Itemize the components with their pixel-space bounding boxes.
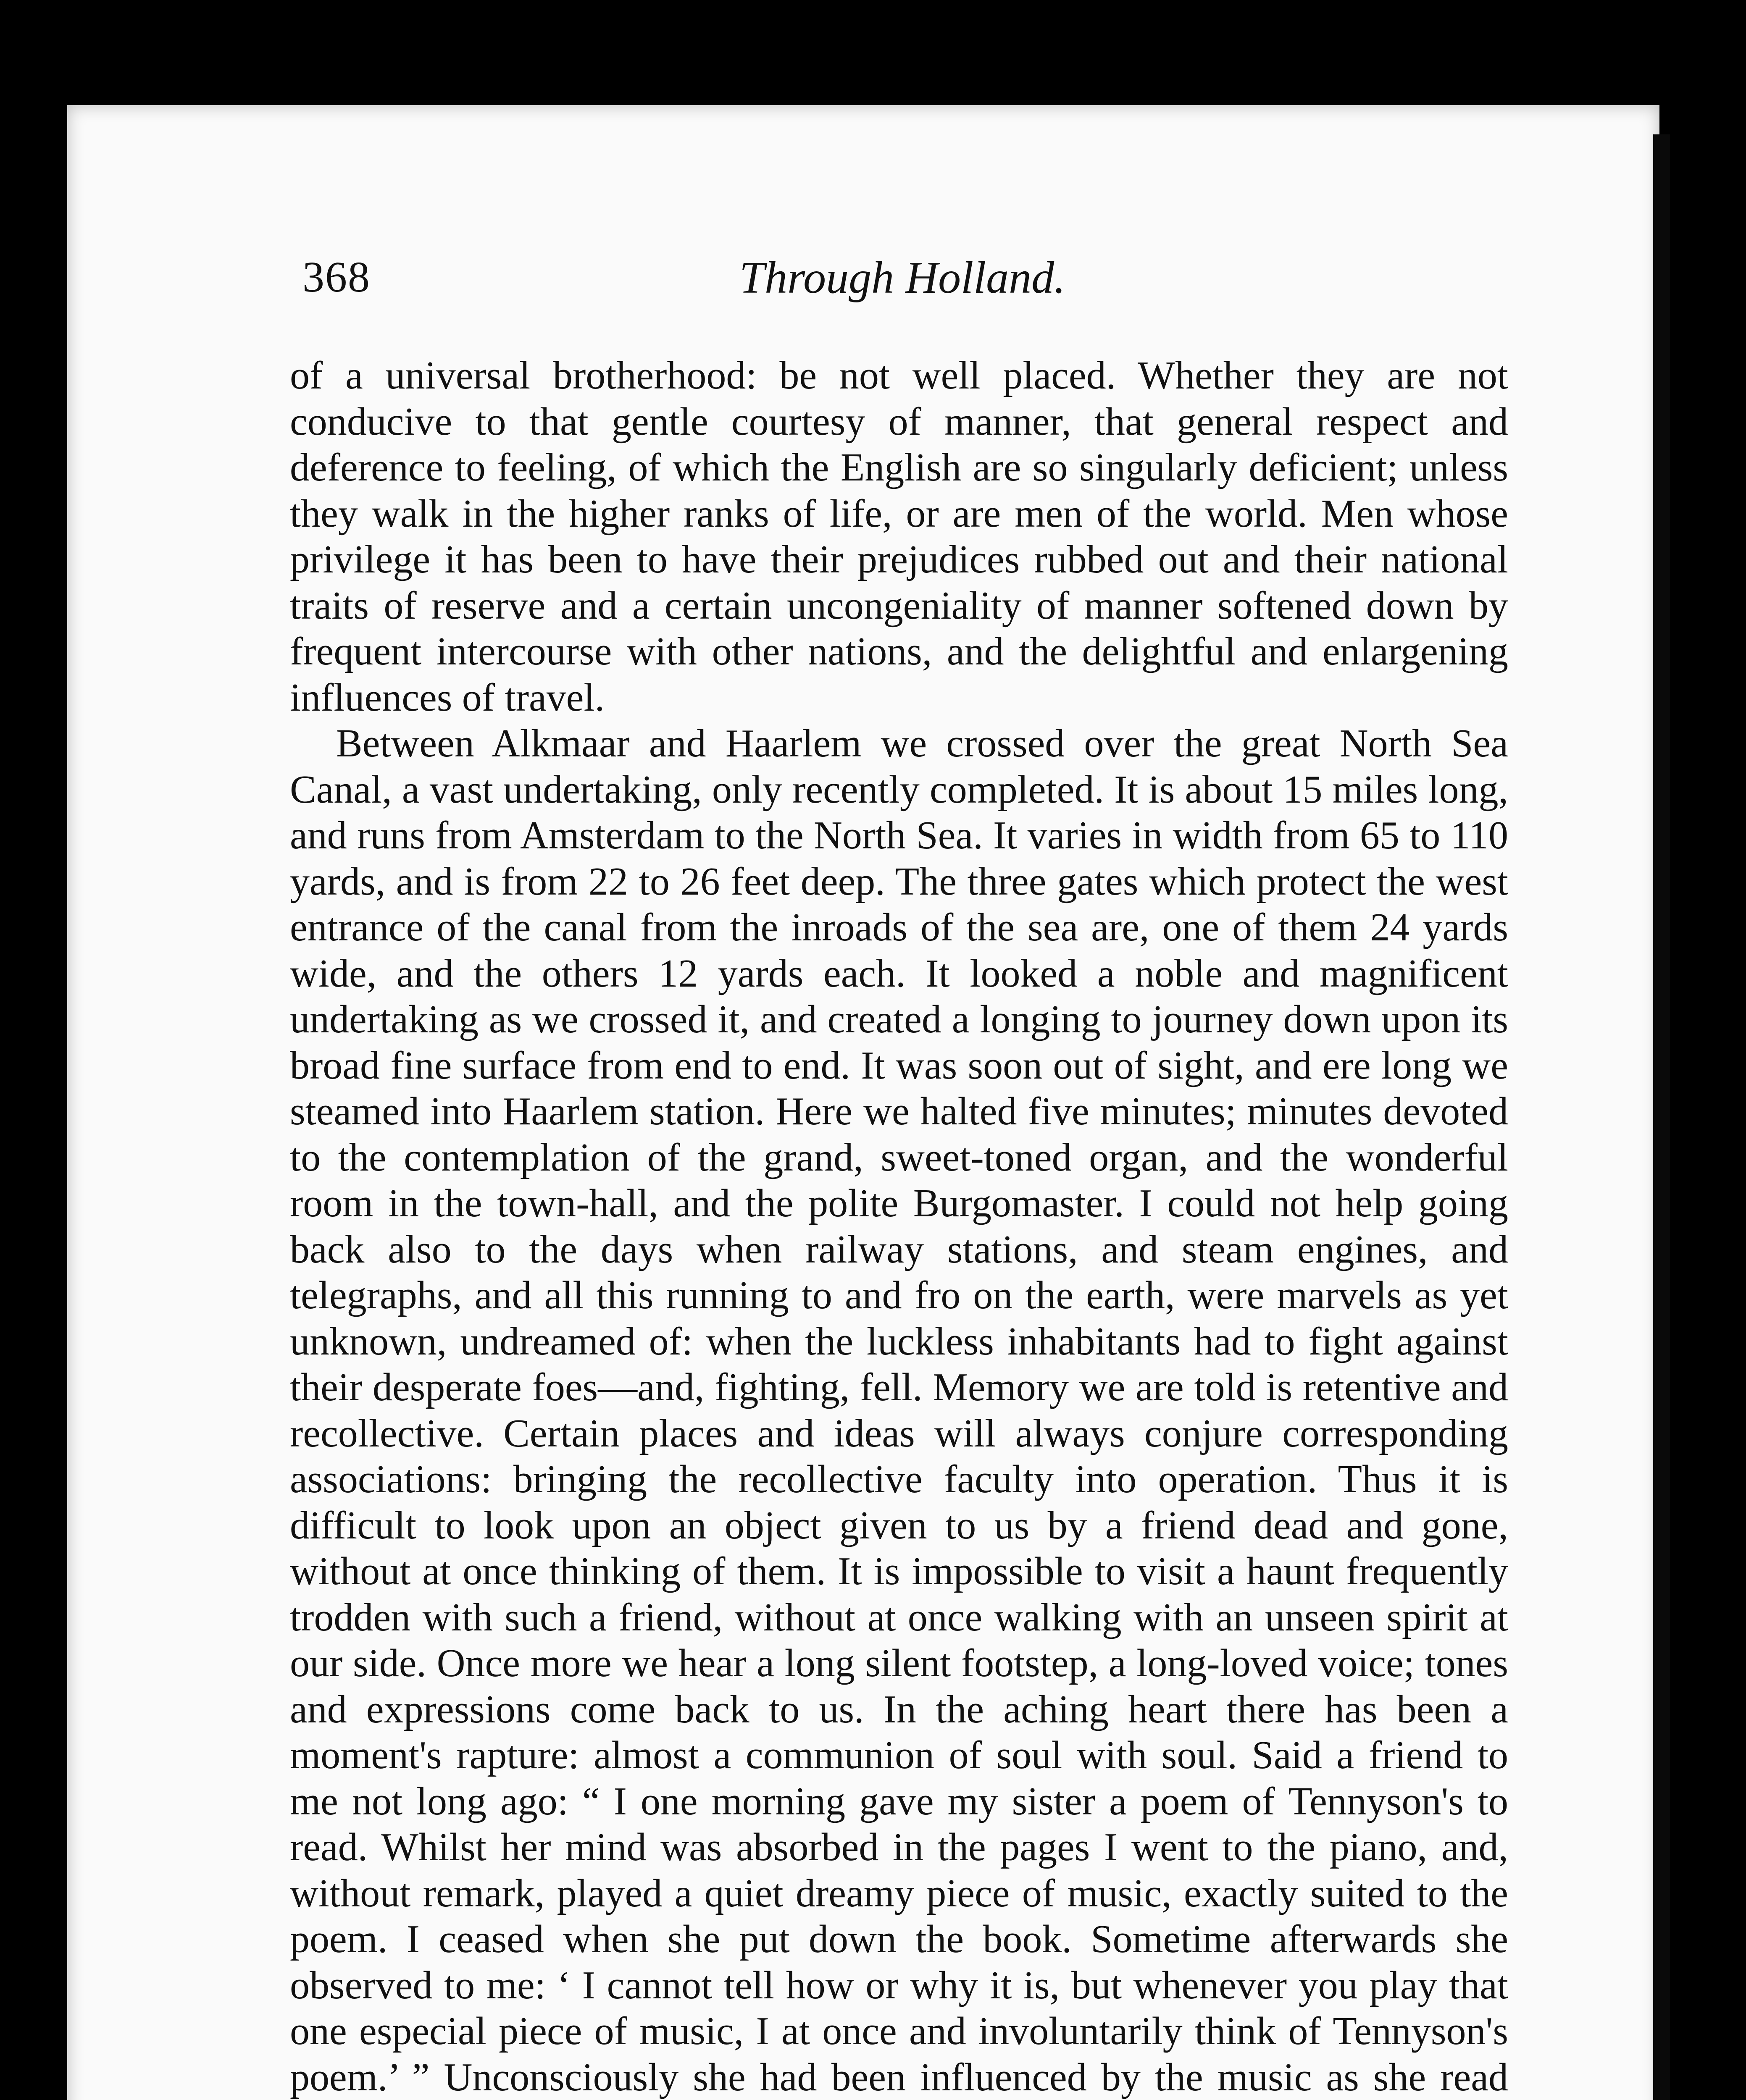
body-text — [290, 353, 1508, 2100]
paragraph: Between Alkmaar and Haarlem we crossed over the great North Sea Canal, a vast undertaking, only recently completed. It is about 15 miles long, and runs from Amsterdam to the North Sea. It varies in width from 65 to 110 yards, and is from 22 to 26 feet deep. The three gates which protect the west entrance of the canal from the inroads of the sea are, one of them 24 yards wide, and the others 12 yards each. It looked a noble and magnificent undertaking as we crossed it, and created a longing to journey down upon its broad fine surface from end to end. It was soon out of sight, and ere long we steamed into Haarlem station. Here we halted five minutes; minutes devoted to the contemplation of the grand, sweet-toned organ, and the wonderful room in the town-hall, and the polite Burgomaster. I could not help going back also to the days when railway stations, and steam engines, and telegraphs, and all this running to and fro on the earth, were marvels as yet unknown, undreamed of: when the luckless inhabitants had to fight against their desperate foes—and, fighting, fell. Memory we are told is retentive and recollective. Certain places and ideas will always conjure corresponding associations: bringing the recollective faculty into operation. Thus it is difficult to look upon an object given to us by a friend dead and gone, without at once thinking of them. It is impossible to visit a haunt frequently trodden with such a friend, without at once walking with an unseen spirit at our side. Once more we hear a long silent footstep, a long-loved voice; tones and expressions come back to us. In the aching heart there has been a moment's rapture: almost a communion of soul with soul. Said a friend to me not long ago: “ I one morning gave my sister a poem of Tennyson's to read. Whilst her mind was absorbed in the pages I went to the piano, and, without remark, played a quiet dreamy piece of music, exactly suited to the poem. I ceased when she put down the book. Sometime afterwards she observed to me: ‘ I cannot tell how or why it is, but whenever you play that one especial piece of music, I at once and involuntarily think of Tennyson's poem.’ ” Unconsciously she had been influenced by the music as she read — [290, 722, 1508, 2099]
running-title: Through Holland. — [739, 253, 1066, 303]
page-edge-shadow — [1653, 134, 1670, 2100]
paragraph: of a universal brotherhood: be not well placed. Whether they are not conducive to that gentle courtesy of manner, that general respect and deference to feeling, of which the English are so singularly deficient; unless they walk in the higher ranks of life, or are men of the world. Men whose privilege it has been to have their prejudices rubbed out and their national traits of reserve and a certain uncongeniality of manner softened down by frequent intercourse with other nations, and the delightful and enlargening influences of travel. — [290, 354, 1508, 719]
running-head — [302, 252, 1563, 315]
page-number: 368 — [302, 253, 371, 301]
